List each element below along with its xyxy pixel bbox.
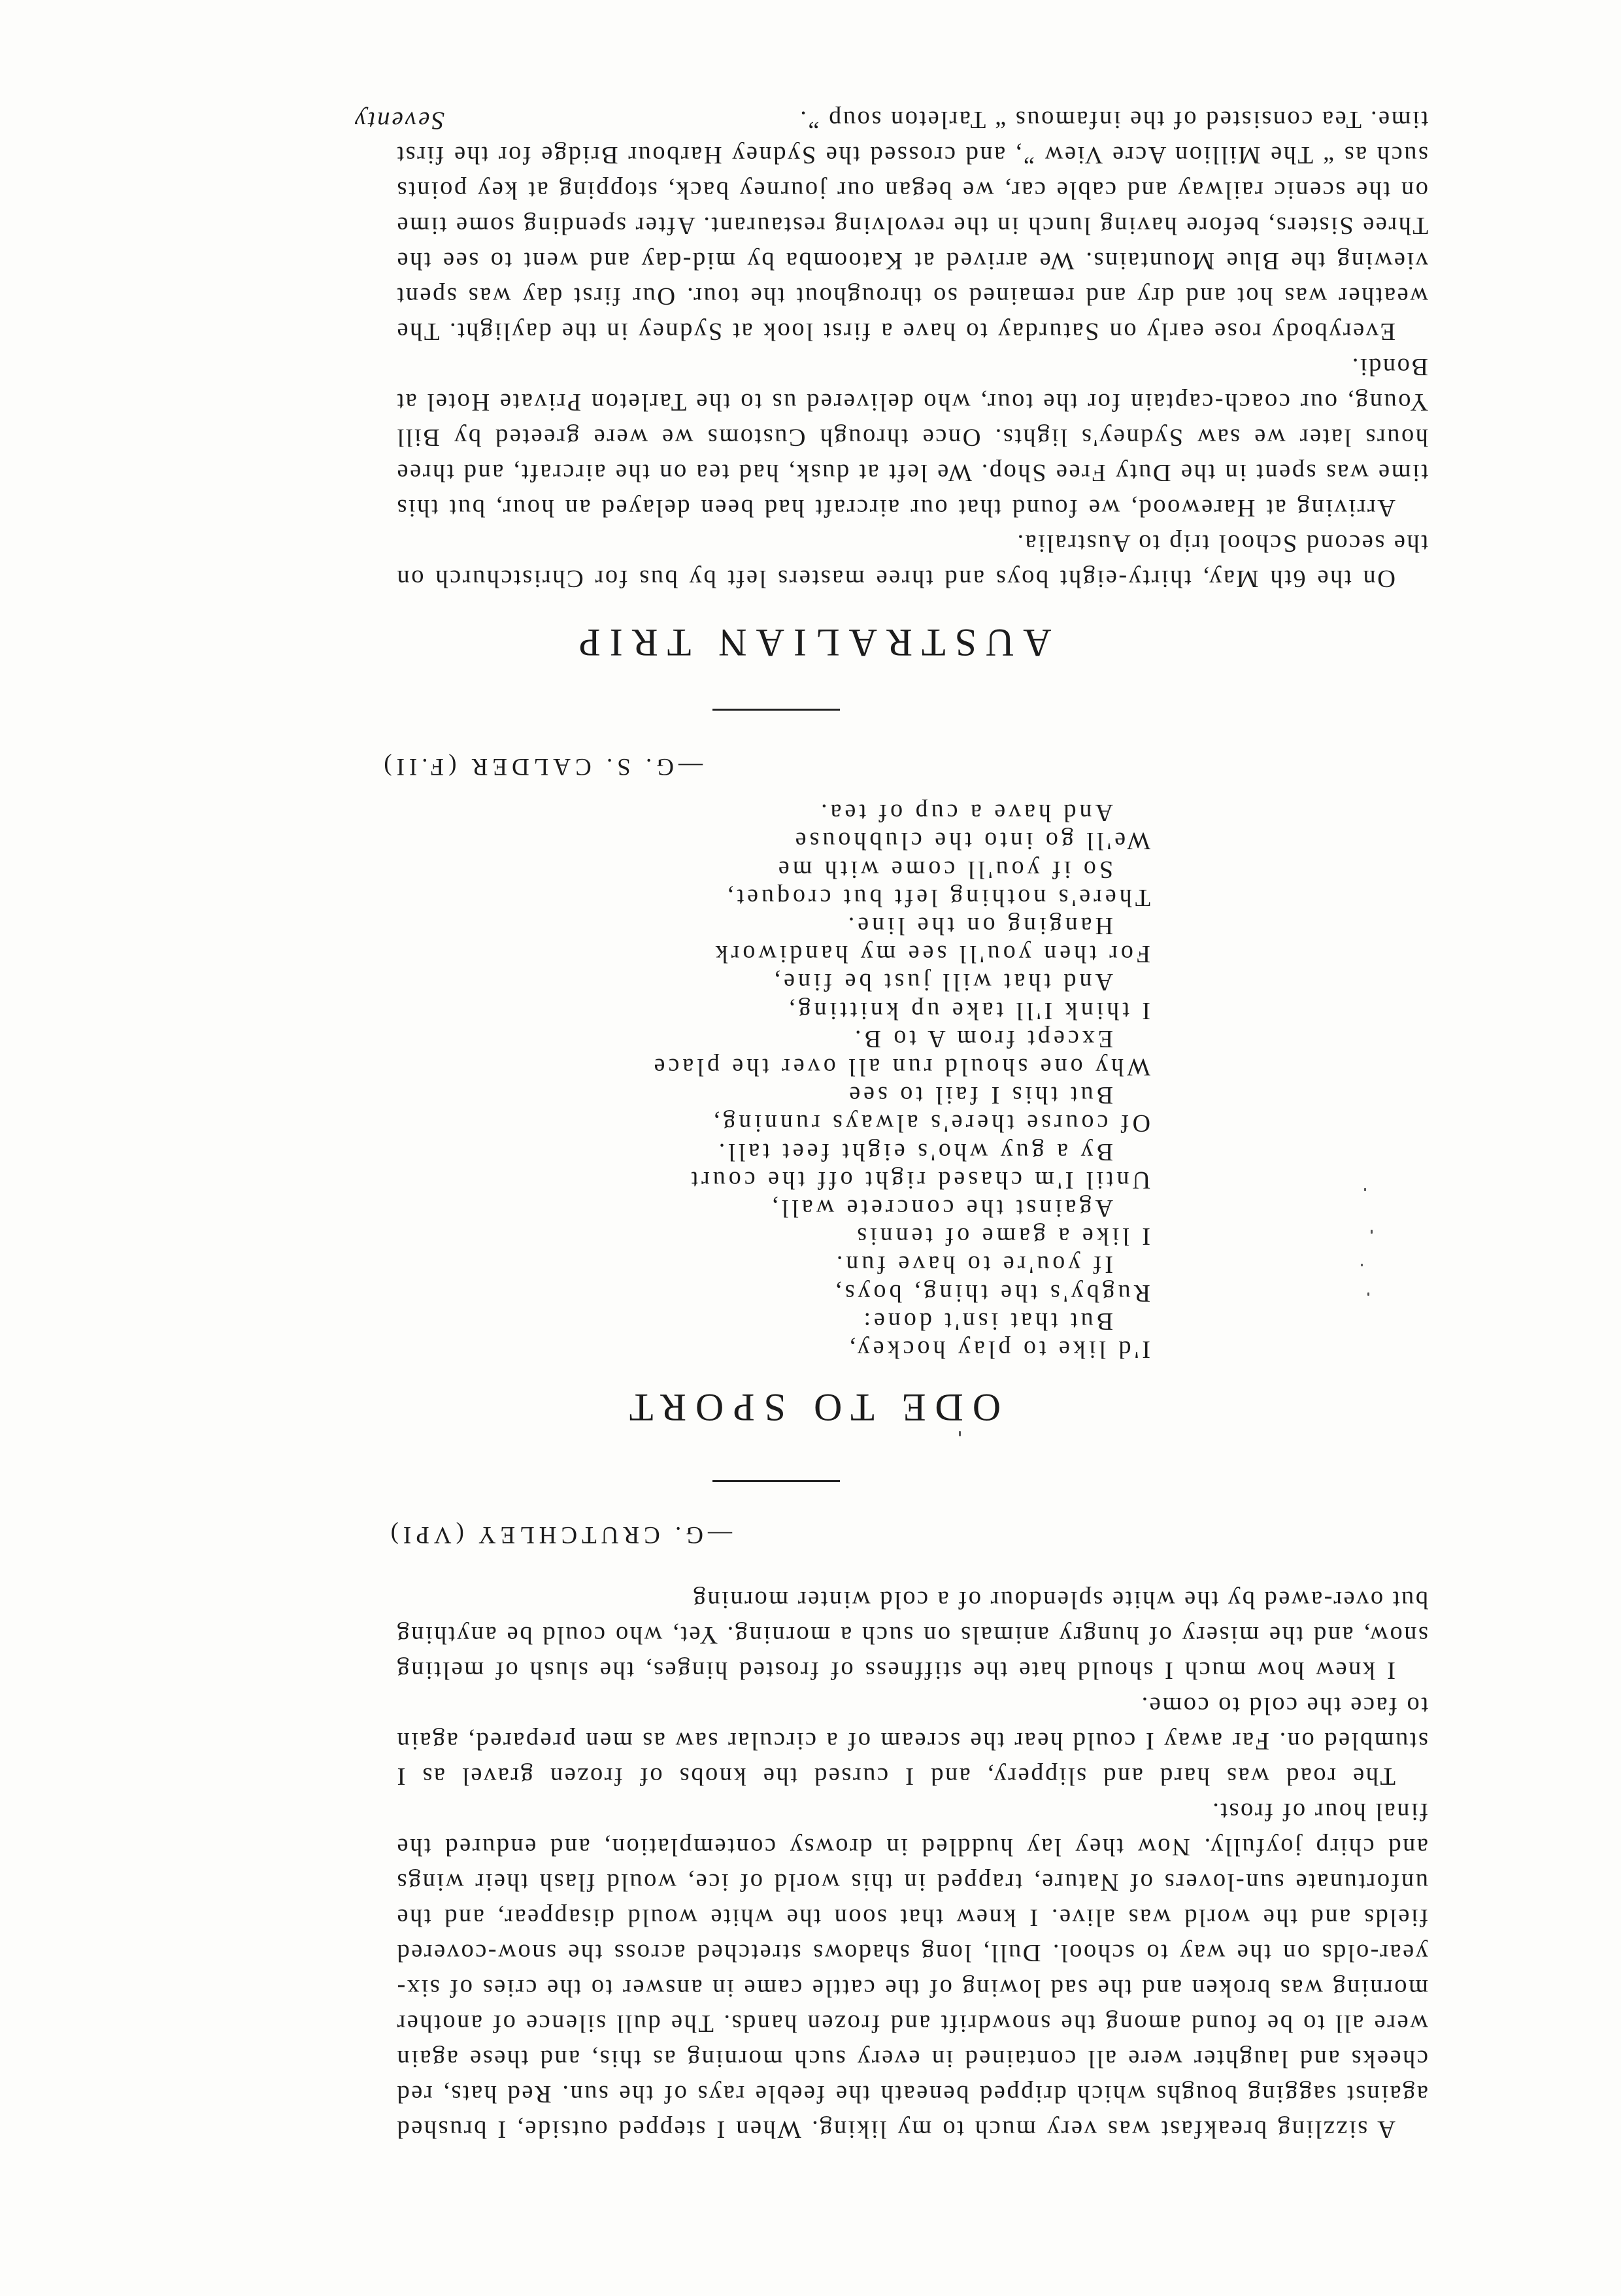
paragraph: The road was hard and slippery, and I cursed the knobs of frozen gravel as I stumbled on. Far away I could hear the scream of a circular saw as men prepared, again to face the cold to come. <box>395 1692 1428 1790</box>
scan-speck <box>1364 1188 1366 1191</box>
poem-line: If you're to have fun. <box>833 1251 1113 1279</box>
trip-title: AUSTRALIAN TRIP <box>569 621 1052 664</box>
paragraph: A sizzling breakfast was very much to my liking. When I stepped outside, I brushed against sagging boughs which dripped beneath the feeble rays of the sun. Red hats, red cheeks and laughter were all contained in every such morning as this, and these again were all to be found among the snowdrift and frozen hands. The dull silence of another morning was broken and the sad lowing of the cattle came in answer to the cries of six-year-olds on the way to school. Dull, long shadows stretched across the snow-covered fields and the world was alive. I knew that soon the white would disappear, and the unfortunate sun-lovers of Nature, trapped in this world of ice, would flash their wings and chirp joyfully. Now they lay huddled in drowsy contemplation, and endured the final hour of frost. <box>395 1798 1428 2143</box>
poem-line: And have a cup of tea. <box>818 799 1113 827</box>
poem-line: But this I fail to see <box>846 1081 1113 1109</box>
scan-speck <box>959 1431 961 1436</box>
essay-body <box>395 1582 1428 2147</box>
poem-line: Until I'm chased right off the court <box>688 1166 1150 1194</box>
poem-line: So if you'll come with me <box>775 855 1113 883</box>
trip-body <box>395 102 1428 596</box>
poem-body <box>651 798 1150 1363</box>
paragraph: On the 6th May, thirty-eight boys and three masters left by bus for Christchurch on the second School trip to Australia. <box>395 530 1428 592</box>
poem-author: —G. S. CALDER (F.II) <box>379 753 703 780</box>
poem-line: We'll go into the clubhouse <box>792 827 1150 855</box>
page-number-label: Seventy <box>352 107 444 135</box>
poem-line: I'd like to play hockey, <box>846 1336 1150 1363</box>
essay-author: —G. CRUTCHLEY (VPI) <box>386 1521 732 1548</box>
paragraph: Everybody rose early on Saturday to have a first look at Sydney in the daylight. The weather was hot and dry and remained so throughout the tour. Our first day was spent viewing the Blue Mountains. We arrived at Katoomba by mid-day and went to see the Three Sisters, before having lunch in the revolving restaurant. After spending some time on the scenic railway and cable car, we began our journey back, stopping at key points such as “ The Million Acre View ”, and crossed the Sydney Harbour Bridge for the first time. Tea consisted of the infamous “ Tarleton soup ”. <box>395 106 1428 345</box>
poem-line: Hanging on the line. <box>844 911 1113 939</box>
scan-speck <box>1371 1230 1373 1234</box>
section-divider <box>712 1480 840 1482</box>
poem-line: There's nothing left but croquet, <box>724 883 1150 911</box>
poem-line: For then you'll see my handiwork <box>712 940 1150 968</box>
poem-line: Why one should run all over the place <box>650 1053 1150 1081</box>
scan-speck <box>1361 1264 1363 1266</box>
poem-line: Against the concrete wall, <box>769 1194 1113 1222</box>
scan-speck <box>1367 1292 1369 1296</box>
poem-line: But that isn't done: <box>860 1307 1113 1335</box>
poem-line: Except from A to B. <box>851 1024 1113 1053</box>
poem-line: I think I'll take up knitting, <box>786 996 1150 1024</box>
poem-line: Rugby's the thing, boys, <box>832 1279 1150 1307</box>
poem-line: I like a game of tennis <box>854 1223 1150 1251</box>
paragraph: Arriving at Harewood, we found that our aircraft had been delayed an hour, but this time was spent in the Duty Free Shop. We left at dusk, had tea on the aircraft, and three hours later we saw Sydney's lights. Once through Customs we were greeted by Bill Young, our coach-captain for the tour, who delivered us to the Tarleton Private Hotel at Bondi. <box>395 353 1428 522</box>
poem-line: Of course there's always running, <box>710 1109 1150 1138</box>
paragraph: I knew how much I should hate the stiffness of frosted hinges, the slush of melting snow, and the misery of hungry animals on such a morning. Yet, who could be anything but over-awed by the white splendour of a cold winter morning <box>395 1586 1428 1684</box>
poem-title: ODE TO SPORT <box>620 1386 1001 1429</box>
poem-line: And that will just be fine, <box>771 968 1113 996</box>
section-divider <box>712 709 840 711</box>
poem-line: By a guy who's eight feet tall. <box>715 1138 1113 1166</box>
